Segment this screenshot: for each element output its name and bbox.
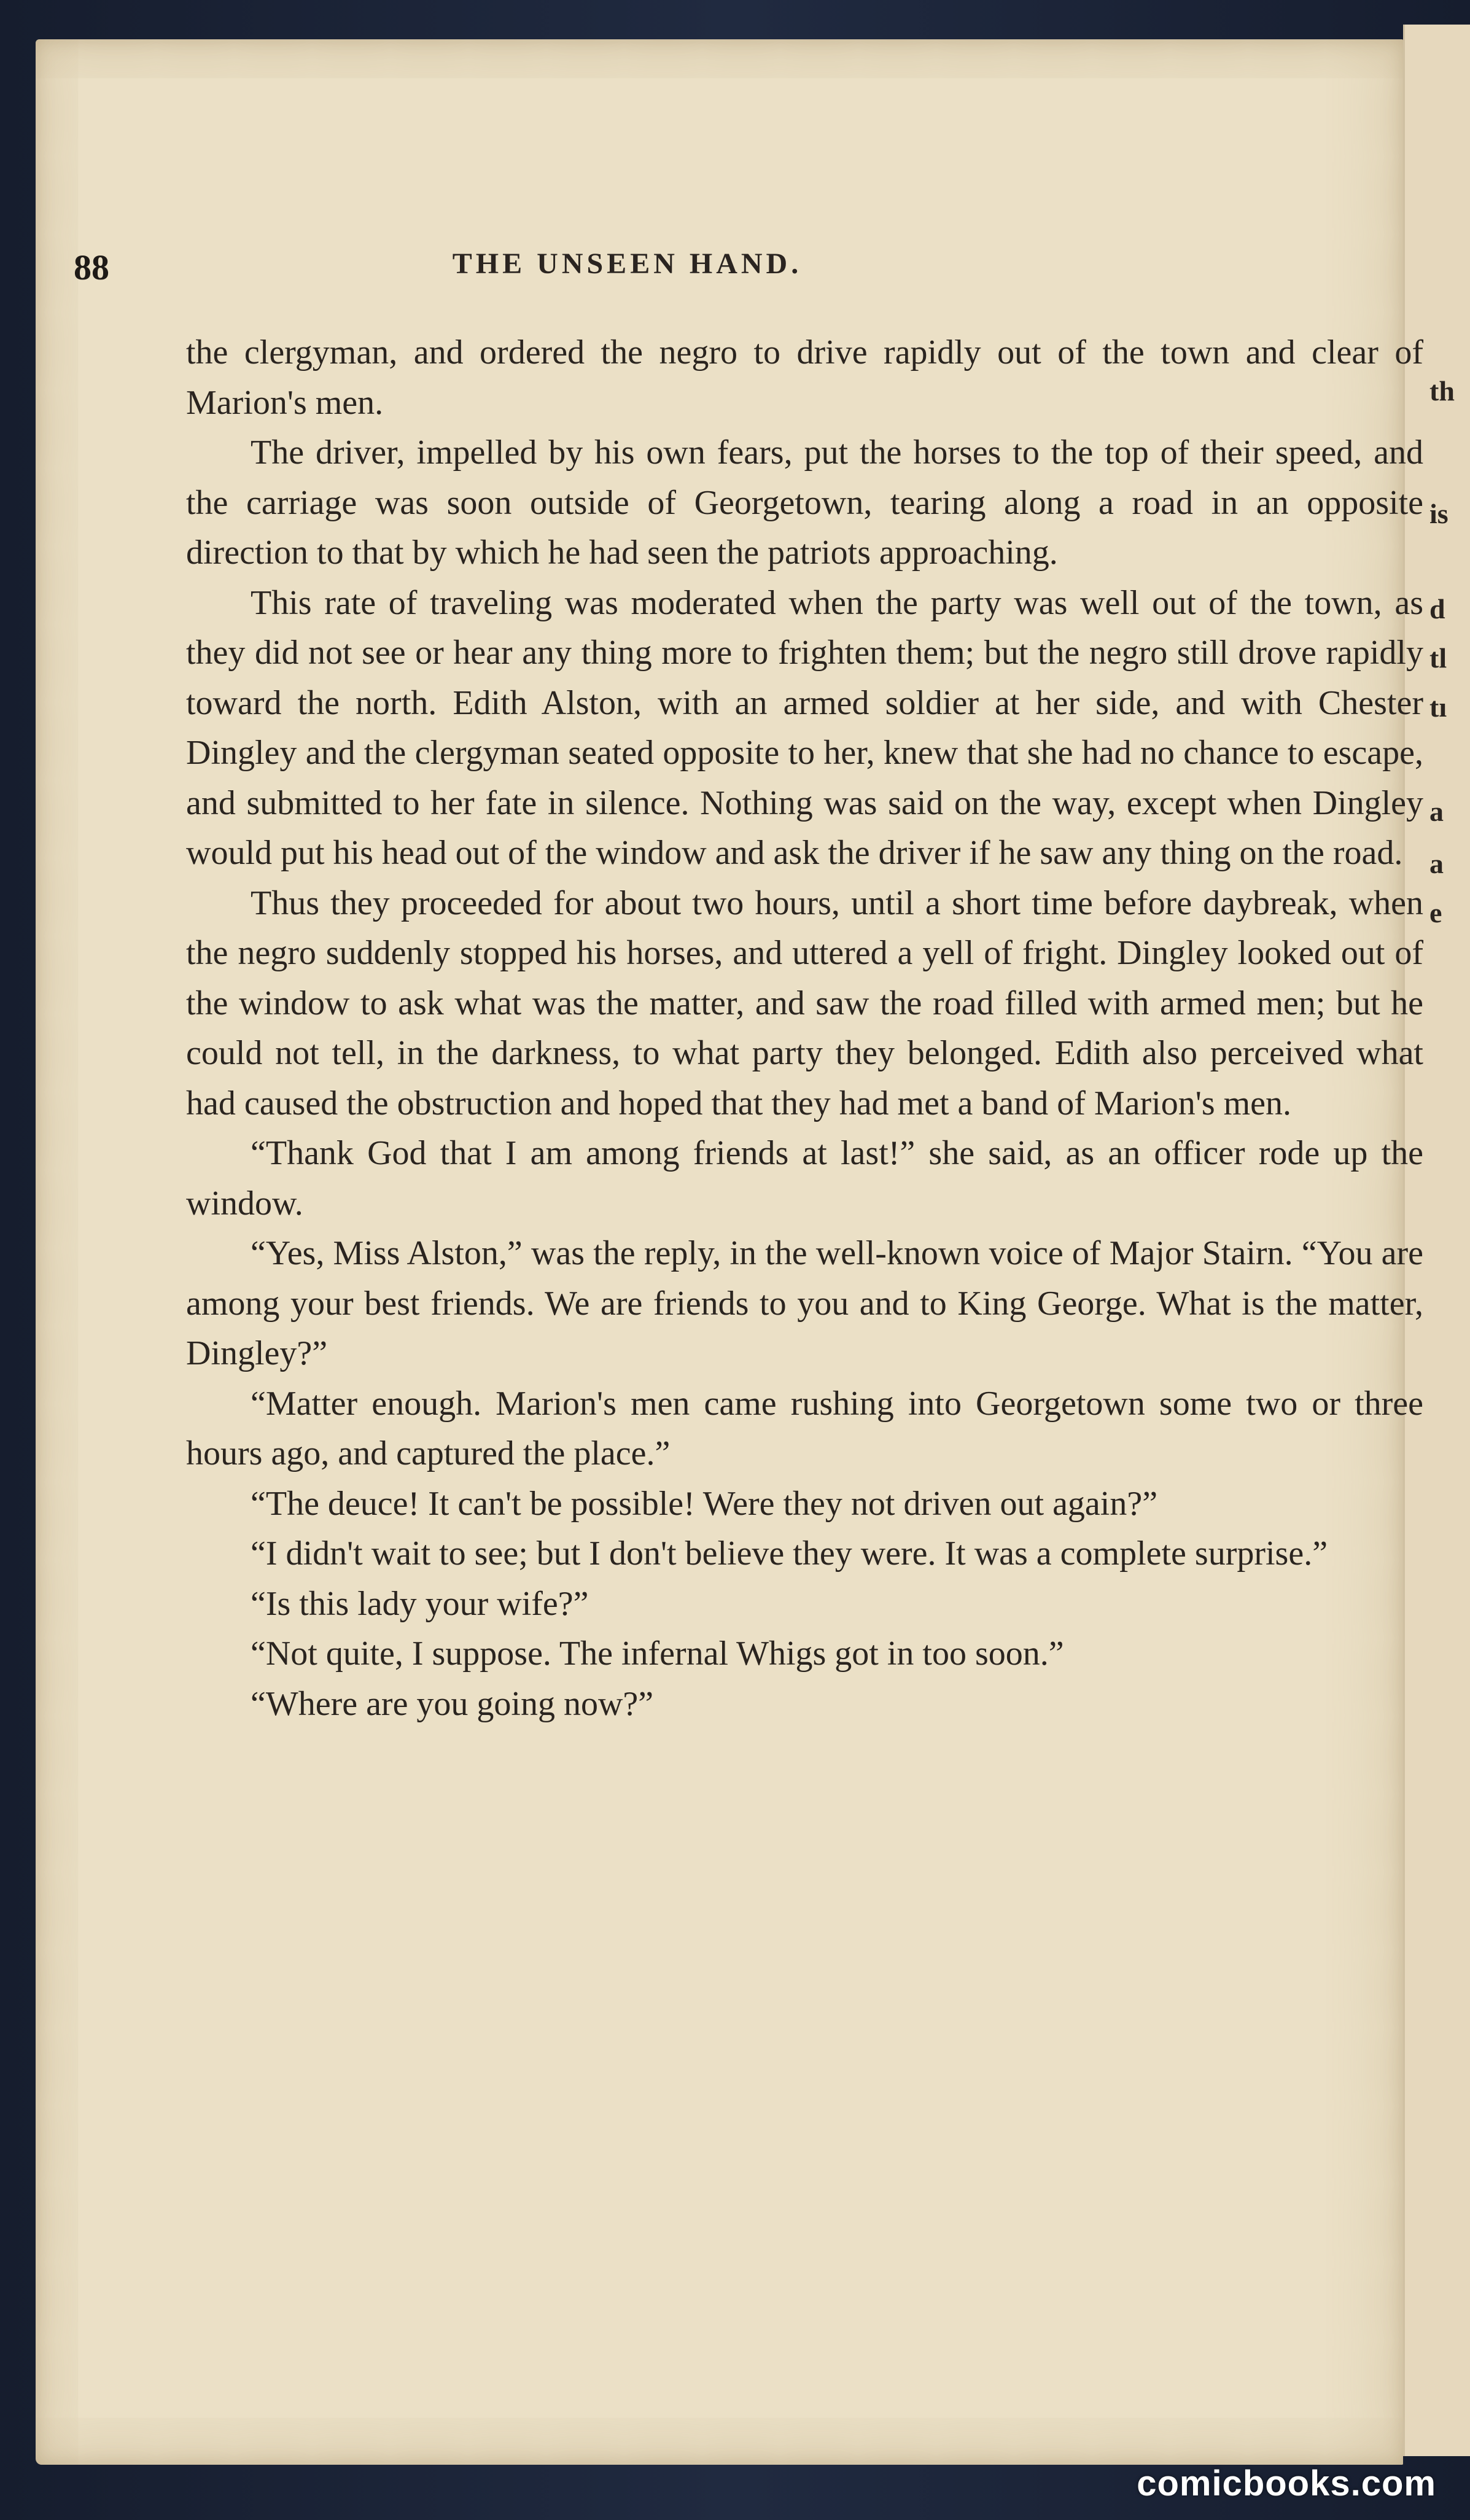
paragraph: “Matter enough. Marion's men came rushing into Georgetown some two or three hours ago, and captured the place.” (186, 1384, 1423, 1472)
paragraph: “I didn't wait to see; but I don't believe they were. It was a complete surprise.” (251, 1534, 1328, 1573)
body-text (186, 328, 1423, 1729)
adjacent-page-fragment: tl (1429, 642, 1447, 674)
paragraph: This rate of traveling was moderated when the party was well out of the town, as they did not see or hear any thing more to frighten them; but the negro still drove rapidly toward the north. Edith Alston, with an armed soldier at her side, and with Chester Dingley and the clergyman seated opposite to her, knew that she had no chance to escape, and submitted to her fate in silence. Nothing was said on the way, except when Dingley would put his head out of the window and ask the driver if he saw any thing on the road. (186, 583, 1423, 872)
paragraph: the clergyman, and ordered the negro to drive rapidly out of the town and clear of Marion's men. (186, 333, 1423, 422)
adjacent-page-fragment: is (1429, 498, 1449, 529)
page-number: 88 (74, 247, 109, 287)
paragraph: “The deuce! It can't be possible! Were they not driven out again?” (251, 1484, 1158, 1523)
paragraph: “Is this lady your wife?” (251, 1584, 589, 1623)
paragraph: “Where are you going now?” (251, 1684, 654, 1723)
book-page (36, 39, 1423, 2465)
adjacent-page-fragment: a (1429, 848, 1444, 879)
adjacent-page-fragment: tı (1429, 691, 1447, 723)
adjacent-page-fragment: a (1429, 796, 1444, 827)
paragraph: “Not quite, I suppose. The infernal Whigs got in too soon.” (251, 1635, 1064, 1673)
paragraph: “Yes, Miss Alston,” was the reply, in the well-known voice of Major Stairn. “You are among your best friends. We are friends to you and to King George. What is the matter, Dingley?” (186, 1234, 1423, 1372)
adjacent-page-fragment: e (1429, 897, 1442, 928)
paragraph: “Thank God that I am among friends at last!” she said, as an officer rode up the window. (186, 1134, 1423, 1223)
adjacent-page-fragment: th (1429, 375, 1455, 406)
paragraph: Thus they proceeded for about two hours, until a short time before daybreak, when the negro suddenly stopped his horses, and uttered a yell of fright. Dingley looked out of the window to ask what was the matter, and saw the road filled with armed men; but he could not tell, in the darkness, to what party they belonged. Edith also perceived what had caused the obstruction and hoped that they had met a band of Marion's men. (186, 884, 1423, 1122)
watermark-link[interactable]: comicbooks.com (1137, 2464, 1436, 2503)
running-head: THE UNSEEN HAND. (452, 247, 803, 280)
paragraph: The driver, impelled by his own fears, put the horses to the top of their speed, and the carriage was soon outside of Georgetown, tearing along a road in an opposite direction to that by which he had seen the patriots approaching. (186, 434, 1423, 572)
adjacent-page-fragment: d (1429, 593, 1445, 624)
